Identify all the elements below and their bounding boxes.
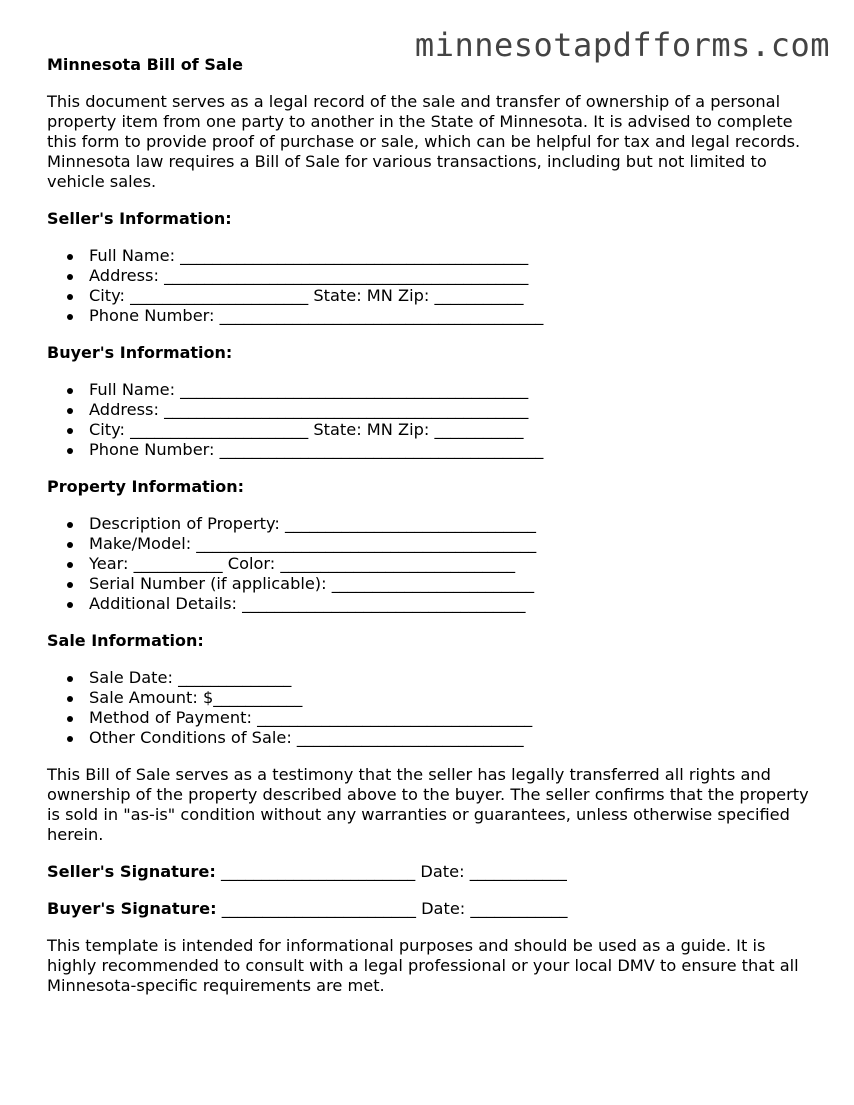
seller-phone-field[interactable]: Phone Number: ________________________________________ <box>89 306 817 326</box>
document-title: Minnesota Bill of Sale <box>47 55 243 74</box>
seller-signature-line[interactable] <box>47 862 817 882</box>
intro-paragraph: This document serves as a legal record of the sale and transfer of ownership of a personal property item from one party to another in the State of Minnesota. It is advised to complete this form to provide proof of purchase or sale, which can be helpful for tax and legal records. Minnesota law requires a Bill of Sale for various transactions, including but not limited to vehicle sales. <box>47 92 801 191</box>
testimony-paragraph: This Bill of Sale serves as a testimony that the seller has legally transferred all rights and ownership of the property described above to the buyer. The seller confirms that the property is sold in "as-is" condition without any warranties or guarantees, unless otherwise specified herein. <box>47 765 809 844</box>
other-conditions-field[interactable]: Other Conditions of Sale: ____________________________ <box>89 728 817 748</box>
seller-address-field[interactable]: Address: _____________________________________________ <box>89 266 817 286</box>
property-fields-list <box>47 514 817 614</box>
seller-city-state-zip-field[interactable]: City: ______________________ State: MN Zip: ___________ <box>89 286 817 306</box>
property-make-model-field[interactable]: Make/Model: __________________________________________ <box>89 534 817 554</box>
buyer-full-name-field[interactable]: Full Name: ___________________________________________ <box>89 380 817 400</box>
property-year-color-field[interactable]: Year: ___________ Color: _____________________________ <box>89 554 817 574</box>
sale-fields-list <box>47 668 817 748</box>
property-serial-field[interactable]: Serial Number (if applicable): _________________________ <box>89 574 817 594</box>
document-body <box>47 55 817 996</box>
buyer-signature-blank[interactable]: ________________________ Date: ____________ <box>216 899 568 918</box>
buyer-signature-label: Buyer's Signature: <box>47 899 217 918</box>
property-description-field[interactable]: Description of Property: _______________________________ <box>89 514 817 534</box>
buyer-section-heading: Buyer's Information: <box>47 343 233 362</box>
buyer-fields-list <box>47 380 817 460</box>
seller-signature-blank[interactable]: ________________________ Date: ____________ <box>215 862 567 881</box>
seller-fields-list <box>47 246 817 326</box>
property-section-heading: Property Information: <box>47 477 245 496</box>
disclaimer-paragraph: This template is intended for informational purposes and should be used as a guide. It is highly recommended to consult with a legal professional or your local DMV to ensure that all Minnesota-specific requirements are met. <box>47 936 799 995</box>
sale-date-field[interactable]: Sale Date: ______________ <box>89 668 817 688</box>
buyer-signature-line[interactable] <box>47 899 817 919</box>
seller-full-name-field[interactable]: Full Name: ___________________________________________ <box>89 246 817 266</box>
payment-method-field[interactable]: Method of Payment: __________________________________ <box>89 708 817 728</box>
seller-section-heading: Seller's Information: <box>47 209 232 228</box>
property-details-field[interactable]: Additional Details: ___________________________________ <box>89 594 817 614</box>
site-watermark: minnesotapdfforms.com <box>414 26 830 64</box>
seller-signature-label: Seller's Signature: <box>47 862 216 881</box>
sale-section-heading: Sale Information: <box>47 631 204 650</box>
buyer-phone-field[interactable]: Phone Number: ________________________________________ <box>89 440 817 460</box>
buyer-address-field[interactable]: Address: _____________________________________________ <box>89 400 817 420</box>
buyer-city-state-zip-field[interactable]: City: ______________________ State: MN Zip: ___________ <box>89 420 817 440</box>
sale-amount-field[interactable]: Sale Amount: $___________ <box>89 688 817 708</box>
